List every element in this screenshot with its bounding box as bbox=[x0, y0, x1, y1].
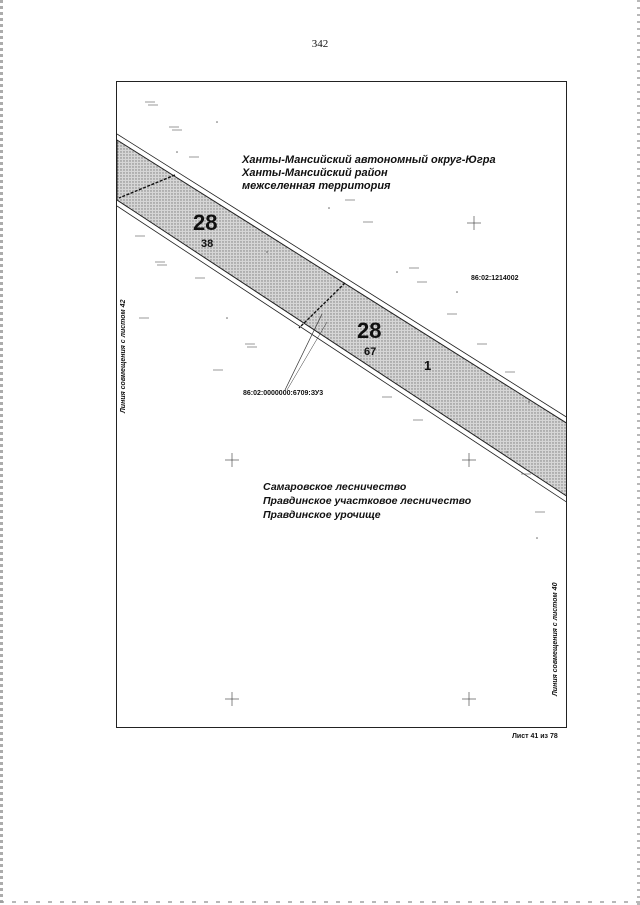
quarter-number-2: 28 bbox=[357, 318, 382, 343]
scan-edge-bottom bbox=[0, 901, 640, 903]
corridor-strip bbox=[117, 140, 567, 497]
sheet-number-label: Лист 41 из 78 bbox=[512, 733, 558, 740]
forestry-line-urochishche: Правдинское урочище bbox=[263, 509, 381, 521]
alignment-line-sheet-40: Линия совмещения с листом 40 bbox=[552, 582, 559, 696]
quarter-sub-2: 67 bbox=[364, 346, 377, 358]
region-line-rayon: Ханты-Мансийский район bbox=[242, 167, 388, 179]
zu-leader-line-2 bbox=[287, 322, 327, 390]
quarter-sub-1: 38 bbox=[201, 238, 214, 250]
forestry-line-lesnichestvo: Самаровское лесничество bbox=[263, 481, 407, 493]
region-line-territory: межселенная территория bbox=[242, 180, 391, 192]
scan-edge-left bbox=[0, 0, 3, 905]
page-number: 342 bbox=[311, 38, 329, 50]
quarter-number-1: 28 bbox=[193, 210, 218, 235]
map-frame bbox=[116, 81, 567, 728]
region-label bbox=[242, 154, 496, 193]
region-line-okrug: Ханты-Мансийский автономный округ-Югра bbox=[242, 154, 496, 166]
parcel-code-main: 86:02:1214002 bbox=[471, 275, 519, 282]
forestry-line-uchastkovoe: Правдинское участковое лесничество bbox=[263, 495, 472, 507]
alignment-line-sheet-42: Линия совмещения с листом 42 bbox=[120, 299, 127, 413]
parcel-code-zu: 86:02:0000000:6709:ЗУ3 bbox=[243, 390, 324, 397]
plot-number: 1 bbox=[424, 358, 432, 373]
zu-leader-line bbox=[285, 314, 322, 390]
forestry-label bbox=[263, 480, 471, 522]
corridor-edge-bottom bbox=[117, 206, 567, 503]
